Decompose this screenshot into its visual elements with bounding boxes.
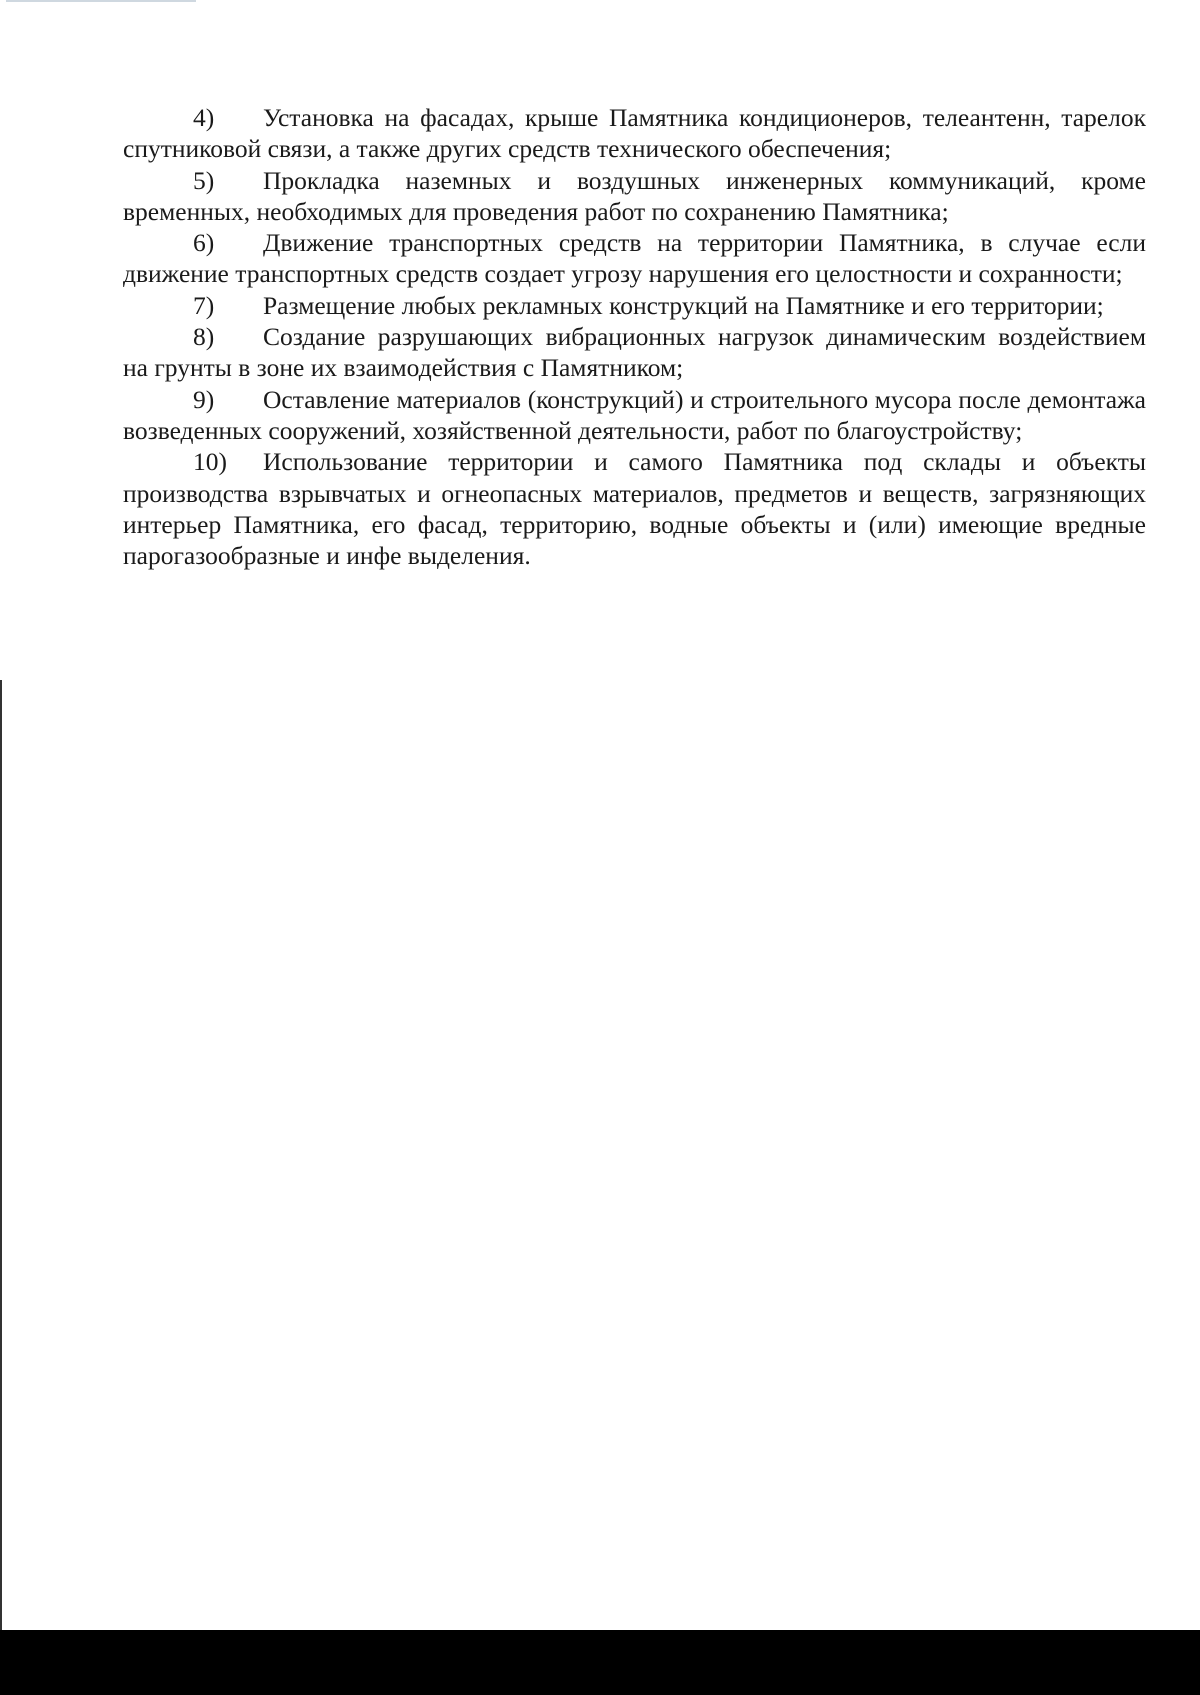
prohibitions-list xyxy=(123,102,1146,571)
list-item xyxy=(123,290,1146,321)
item-text: Движение транспортных средств на территории Памятника, в случае если движение транспортных средств создает угрозу нарушения его целостности и сохранности; xyxy=(123,228,1146,289)
item-number: 9) xyxy=(193,384,215,414)
item-number: 6) xyxy=(193,228,215,258)
item-text: Размещение любых рекламных конструкций на Памятнике и его территории; xyxy=(263,290,1104,320)
list-item xyxy=(123,384,1146,447)
item-text: Создание разрушающих вибрационных нагрузок динамическим воздействием на грунты в зоне их взаимодействия с Памятником; xyxy=(123,322,1146,383)
item-text: Прокладка наземных и воздушных инженерных коммуникаций, кроме временных, необходимых для проведения работ по сохранению Памятника; xyxy=(123,165,1146,226)
list-item xyxy=(123,102,1146,165)
scan-artifact-bottom-band xyxy=(0,1630,1200,1695)
item-number: 8) xyxy=(193,322,215,352)
item-text: Установка на фасадах, крыше Памятника кондиционеров, телеантенн, тарелок спутниковой связи, а также других средств технического обеспечения; xyxy=(123,103,1146,164)
scan-artifact-left-edge xyxy=(0,680,2,1630)
item-number: 10) xyxy=(193,447,227,477)
item-text: Оставление материалов (конструкций) и строительного мусора после демонтажа возведенных сооружений, хозяйственной деятельности, работ по благоустройству; xyxy=(123,384,1146,445)
scan-artifact-top xyxy=(6,0,196,2)
list-item xyxy=(123,165,1146,228)
list-item xyxy=(123,446,1146,571)
item-number: 4) xyxy=(193,103,215,132)
list-item xyxy=(123,227,1146,290)
item-text: Использование территории и самого Памятника под склады и объекты производства взрывчатых и огнеопасных материалов, предметов и веществ, загрязняющих интерьер Памятника, его фасад, территорию, водные объекты и (или) имеющие вредные парогазообразные и инфе выделения. xyxy=(123,447,1146,571)
list-item xyxy=(123,321,1146,384)
item-number: 7) xyxy=(193,290,215,320)
item-number: 5) xyxy=(193,165,215,195)
